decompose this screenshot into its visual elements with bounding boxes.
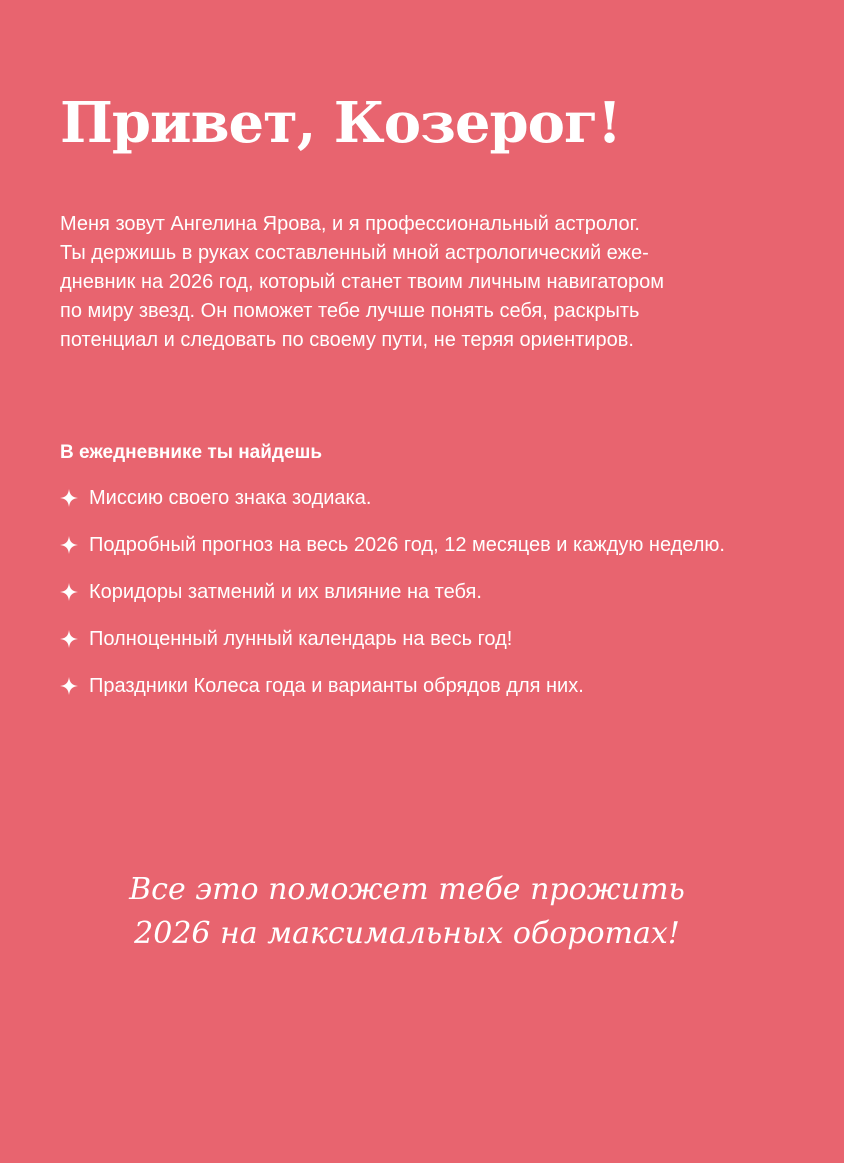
feature-text: Миссию своего знака зодиака. — [89, 487, 372, 509]
four-point-star-icon — [60, 630, 78, 648]
features-heading: В ежедневнике ты найдешь — [60, 442, 323, 463]
intro-line: потенциал и следовать по своему пути, не теряя ориентиров. — [60, 329, 634, 351]
list-item — [60, 672, 760, 701]
intro-paragraph — [60, 210, 760, 355]
four-point-star-icon — [60, 677, 78, 695]
intro-line: по миру звезд. Он поможет тебе лучше понять себя, раскрыть — [60, 300, 640, 322]
feature-text: Полноценный лунный календарь на весь год! — [89, 628, 513, 650]
intro-line: Ты держишь в руках составленный мной астрологический еже- — [60, 242, 649, 264]
list-item — [60, 484, 760, 513]
intro-line: Меня зовут Ангелина Ярова, и я профессиональный астролог. — [60, 213, 640, 235]
page-title: Привет, Козерог! — [60, 90, 621, 156]
intro-line: дневник на 2026 год, который станет твоим личным навигатором — [60, 271, 665, 293]
list-item — [60, 531, 760, 560]
four-point-star-icon — [60, 583, 78, 601]
feature-text: Праздники Колеса года и варианты обрядов для них. — [89, 675, 584, 697]
feature-text: Подробный прогноз на весь 2026 год, 12 месяцев и каждую неделю. — [89, 534, 725, 556]
closing-line: Все это поможет тебе прожить — [129, 872, 685, 907]
list-item — [60, 578, 760, 607]
four-point-star-icon — [60, 489, 78, 507]
four-point-star-icon — [60, 536, 78, 554]
list-item — [60, 625, 760, 654]
features-list — [60, 484, 760, 719]
closing-tagline — [0, 868, 814, 956]
feature-text: Коридоры затмений и их влияние на тебя. — [89, 581, 482, 603]
closing-line: 2026 на максимальных оборотах! — [134, 916, 680, 951]
